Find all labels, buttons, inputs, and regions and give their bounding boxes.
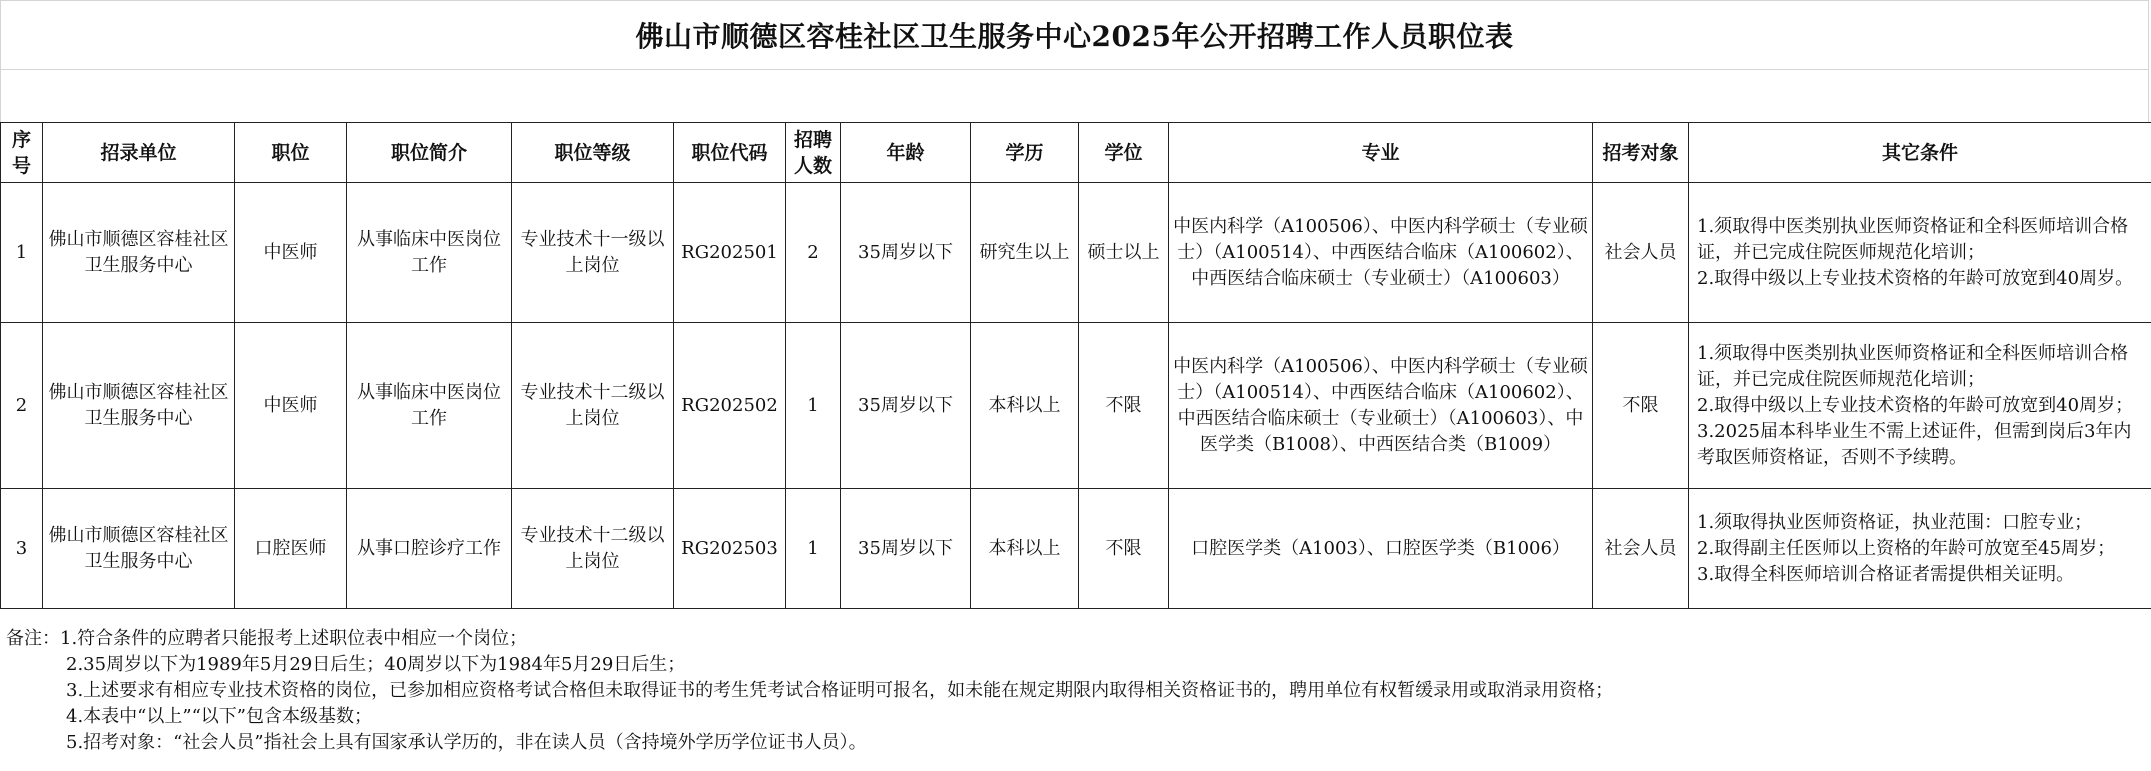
table-row — [1, 183, 2151, 323]
cell-degree: 硕士以上 — [1079, 183, 1169, 323]
cell-count: 1 — [786, 323, 841, 489]
header-degree: 学位 — [1079, 123, 1169, 183]
cell-seq: 3 — [1, 489, 43, 609]
condition-line: 3.取得全科医师培训合格证者需提供相关证明。 — [1697, 563, 2075, 585]
cell-age: 35周岁以下 — [841, 323, 971, 489]
header-seq: 序号 — [1, 123, 43, 183]
header-education: 学历 — [971, 123, 1079, 183]
table-row — [1, 323, 2151, 489]
cell-count: 2 — [786, 183, 841, 323]
cell-target: 社会人员 — [1593, 489, 1689, 609]
cell-intro: 从事口腔诊疗工作 — [347, 489, 512, 609]
cell-unit: 佛山市顺德区容桂社区卫生服务中心 — [43, 183, 235, 323]
condition-line: 2.取得中级以上专业技术资格的年龄可放宽到40周岁。 — [1697, 267, 2134, 289]
title-row — [0, 0, 2149, 70]
condition-line: 2.取得副主任医师以上资格的年龄可放宽至45周岁； — [1697, 537, 2116, 559]
condition-line: 2.取得中级以上专业技术资格的年龄可放宽到40周岁； — [1697, 394, 2134, 416]
header-unit: 招录单位 — [43, 123, 235, 183]
cell-education: 本科以上 — [971, 489, 1079, 609]
header-code: 职位代码 — [674, 123, 786, 183]
note-item: 1.符合条件的应聘者只能报考上述职位表中相应一个岗位； — [60, 628, 528, 649]
cell-seq: 1 — [1, 183, 43, 323]
cell-code: RG202502 — [674, 323, 786, 489]
header-intro: 职位简介 — [347, 123, 512, 183]
cell-major: 口腔医学类（A1003）、口腔医学类（B1006） — [1169, 489, 1593, 609]
cell-grade: 专业技术十二级以上岗位 — [512, 323, 674, 489]
header-position: 职位 — [235, 123, 347, 183]
cell-age: 35周岁以下 — [841, 183, 971, 323]
note-item: 3.上述要求有相应专业技术资格的岗位，已参加相应资格考试合格但未取得证书的考生凭考试合格证明可报名，如未能在规定期限内取得相关资格证书的，聘用单位有权暂缓录用或取消录用资格； — [66, 680, 1614, 701]
header-count: 招聘人数 — [786, 123, 841, 183]
cell-education: 本科以上 — [971, 323, 1079, 489]
positions-table — [0, 122, 2151, 609]
note-item: 5.招考对象：“社会人员”指社会上具有国家承认学历的，非在读人员（含持境外学历学位证书人员）。 — [66, 732, 867, 753]
notes-section — [6, 626, 2146, 756]
header-target: 招考对象 — [1593, 123, 1689, 183]
header-other: 其它条件 — [1689, 123, 2151, 183]
cell-grade: 专业技术十二级以上岗位 — [512, 489, 674, 609]
table-row — [1, 489, 2151, 609]
condition-line: 1.须取得中医类别执业医师资格证和全科医师培训合格证，并已完成住院医师规范化培训； — [1697, 342, 2129, 390]
cell-education: 研究生以上 — [971, 183, 1079, 323]
cell-major: 中医内科学（A100506）、中医内科学硕士（专业硕士）（A100514）、中西医结合临床（A100602）、中西医结合临床硕士（专业硕士）（A100603）、中医学类（B1008）、中西医结合类（B1009） — [1169, 323, 1593, 489]
note-item: 2.35周岁以下为1989年5月29日后生；40周岁以下为1984年5月29日后生； — [66, 654, 686, 675]
cell-age: 35周岁以下 — [841, 489, 971, 609]
cell-intro: 从事临床中医岗位工作 — [347, 183, 512, 323]
header-grade: 职位等级 — [512, 123, 674, 183]
cell-other — [1689, 323, 2151, 489]
spacer-row — [0, 70, 2149, 122]
cell-other — [1689, 183, 2151, 323]
cell-grade: 专业技术十一级以上岗位 — [512, 183, 674, 323]
cell-degree: 不限 — [1079, 489, 1169, 609]
cell-target: 社会人员 — [1593, 183, 1689, 323]
cell-position: 中医师 — [235, 183, 347, 323]
cell-code: RG202501 — [674, 183, 786, 323]
cell-unit: 佛山市顺德区容桂社区卫生服务中心 — [43, 323, 235, 489]
cell-seq: 2 — [1, 323, 43, 489]
cell-intro: 从事临床中医岗位工作 — [347, 323, 512, 489]
note-line — [6, 626, 2146, 652]
condition-line: 1.须取得中医类别执业医师资格证和全科医师培训合格证，并已完成住院医师规范化培训； — [1697, 215, 2129, 263]
page-title: 佛山市顺德区容桂社区卫生服务中心2025年公开招聘工作人员职位表 — [635, 20, 1514, 53]
cell-target: 不限 — [1593, 323, 1689, 489]
cell-position: 中医师 — [235, 323, 347, 489]
header-age: 年龄 — [841, 123, 971, 183]
header-row — [1, 123, 2151, 183]
cell-count: 1 — [786, 489, 841, 609]
notes-label: 备注： — [6, 628, 60, 649]
condition-line: 3.2025届本科毕业生不需上述证件，但需到岗后3年内考取医师资格证，否则不予续聘。 — [1697, 420, 2132, 468]
note-item: 4.本表中“以上”“以下”包含本级基数； — [66, 706, 372, 727]
condition-line: 1.须取得执业医师资格证，执业范围：口腔专业； — [1697, 511, 2093, 533]
cell-unit: 佛山市顺德区容桂社区卫生服务中心 — [43, 489, 235, 609]
cell-degree: 不限 — [1079, 323, 1169, 489]
cell-major: 中医内科学（A100506）、中医内科学硕士（专业硕士）（A100514）、中西医结合临床（A100602）、中西医结合临床硕士（专业硕士）（A100603） — [1169, 183, 1593, 323]
header-major: 专业 — [1169, 123, 1593, 183]
cell-other — [1689, 489, 2151, 609]
cell-code: RG202503 — [674, 489, 786, 609]
cell-position: 口腔医师 — [235, 489, 347, 609]
